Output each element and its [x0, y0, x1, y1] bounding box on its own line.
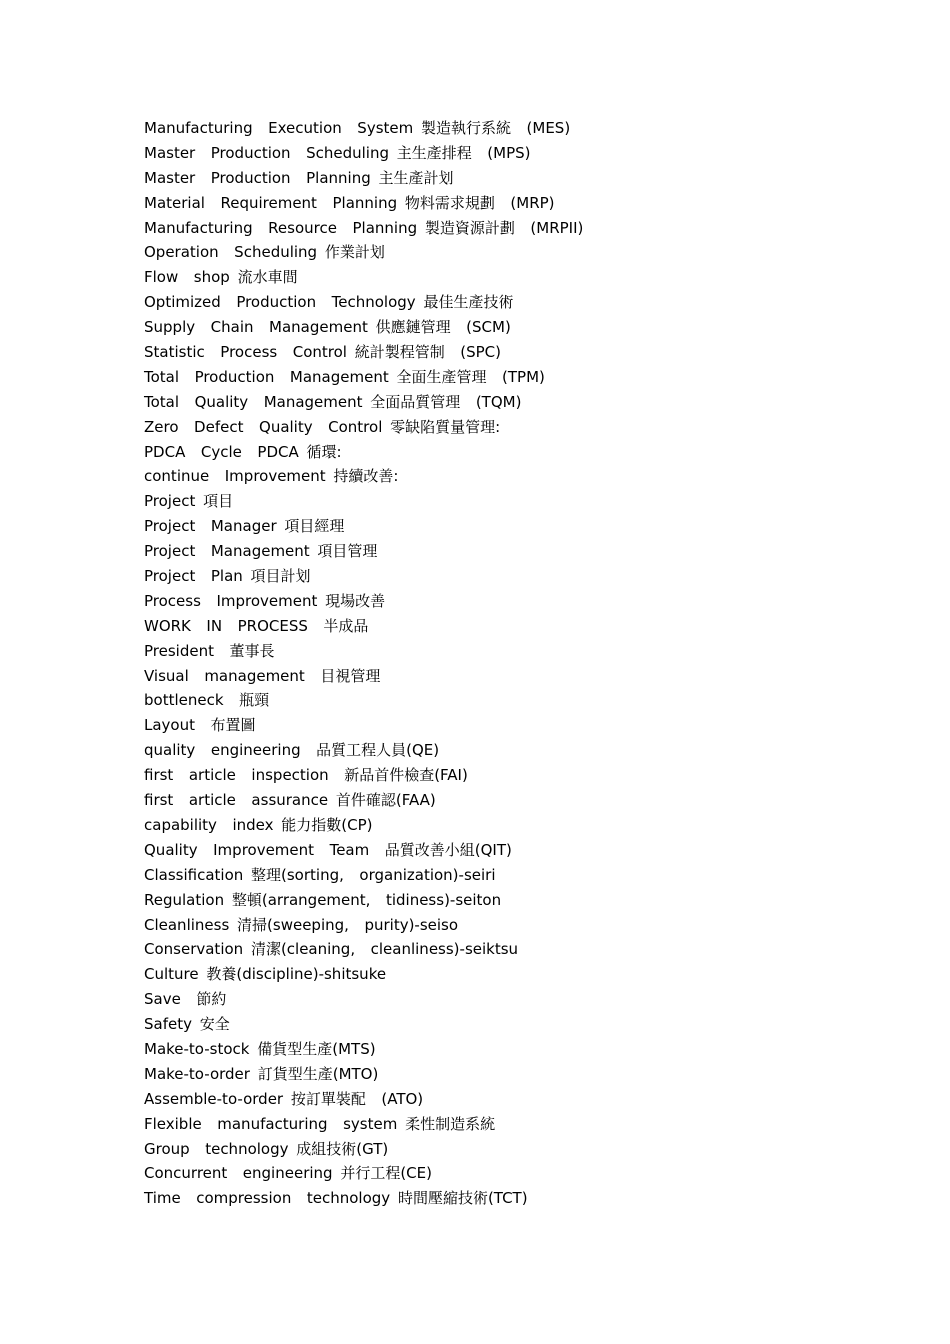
glossary-entry: Concurrent engineering 并行工程(CE): [144, 1164, 432, 1183]
glossary-entry: Conservation 清潔(cleaning, cleanliness)-seiktsu: [144, 940, 519, 959]
glossary-entry: quality engineering 品質工程人員(QE): [144, 741, 440, 760]
glossary-entry: Flow shop 流水車間: [144, 268, 298, 287]
glossary-entry: Operation Scheduling 作業計划: [144, 243, 385, 262]
glossary-entry: Group technology 成組技術(GT): [144, 1139, 389, 1158]
glossary-entry: Classification 整理(sorting, organization)-seiri: [144, 865, 496, 884]
glossary-entry: Total Quality Management 全面品質管理 (TQM): [144, 392, 522, 411]
glossary-entry: Project 項目: [144, 492, 234, 511]
glossary-entry: Zero Defect Quality Control 零缺陷質量管理:: [144, 417, 501, 436]
glossary-entry: Flexible manufacturing system 柔性制造系統: [144, 1114, 496, 1133]
glossary-entry: Project Plan 項目計划: [144, 567, 311, 586]
glossary-entry: Project Manager 項目經理: [144, 517, 345, 536]
glossary-entry: Make-to-stock 備貨型生產(MTS): [144, 1039, 376, 1058]
glossary-entry: Process Improvement 現場改善: [144, 591, 386, 610]
glossary-entry: Supply Chain Management 供應鏈管理 (SCM): [144, 318, 511, 337]
glossary-entry: Assemble-to-order 按訂單裝配 (ATO): [144, 1089, 424, 1108]
glossary-entry: Culture 教養(discipline)-shitsuke: [144, 965, 387, 984]
glossary-entry: Project Management 項目管理: [144, 542, 378, 561]
glossary-entry: capability index 能力指數(CP): [144, 815, 373, 834]
glossary-entry: WORK IN PROCESS 半成品: [144, 616, 369, 635]
glossary-entry: continue Improvement 持續改善:: [144, 467, 399, 486]
glossary-entry: Total Production Management 全面生產管理 (TPM): [144, 367, 545, 386]
glossary-entry: PDCA Cycle PDCA 循環:: [144, 442, 342, 461]
glossary-entry: Save 節約: [144, 990, 227, 1009]
glossary-list: [144, 116, 904, 1211]
glossary-entry: first article inspection 新品首件檢查(FAI): [144, 766, 468, 785]
glossary-entry: Material Requirement Planning 物料需求規劃 (MRP): [144, 193, 555, 212]
glossary-entry: President 董事長: [144, 641, 275, 660]
glossary-entry: Make-to-order 訂貨型生產(MTO): [144, 1064, 379, 1083]
glossary-entry: Safety 安全: [144, 1015, 230, 1034]
glossary-entry: Statistic Process Control 統計製程管制 (SPC): [144, 343, 501, 362]
glossary-entry: Quality Improvement Team 品質改善小組(QIT): [144, 840, 512, 859]
glossary-entry: Layout 布置圖: [144, 716, 256, 735]
glossary-entry: Regulation 整頓(arrangement, tidiness)-seiton: [144, 890, 502, 909]
glossary-entry: Time compression technology 時間壓縮技術(TCT): [144, 1189, 528, 1208]
glossary-entry: Visual management 目視管理: [144, 666, 381, 685]
glossary-entry: bottleneck 瓶頸: [144, 691, 270, 710]
glossary-entry: Manufacturing Execution System 製造執行系統 (MES): [144, 119, 571, 137]
glossary-entry: Optimized Production Technology 最佳生產技術: [144, 293, 514, 312]
glossary-entry: first article assurance 首件確認(FAA): [144, 791, 436, 810]
glossary-entry: Manufacturing Resource Planning 製造資源計劃 (MRPII): [144, 218, 584, 237]
glossary-entry: Master Production Planning 主生產計划: [144, 168, 454, 187]
glossary-entry: Cleanliness 清掃(sweeping, purity)-seiso: [144, 915, 459, 934]
glossary-entry: Master Production Scheduling 主生產排程 (MPS): [144, 143, 531, 162]
